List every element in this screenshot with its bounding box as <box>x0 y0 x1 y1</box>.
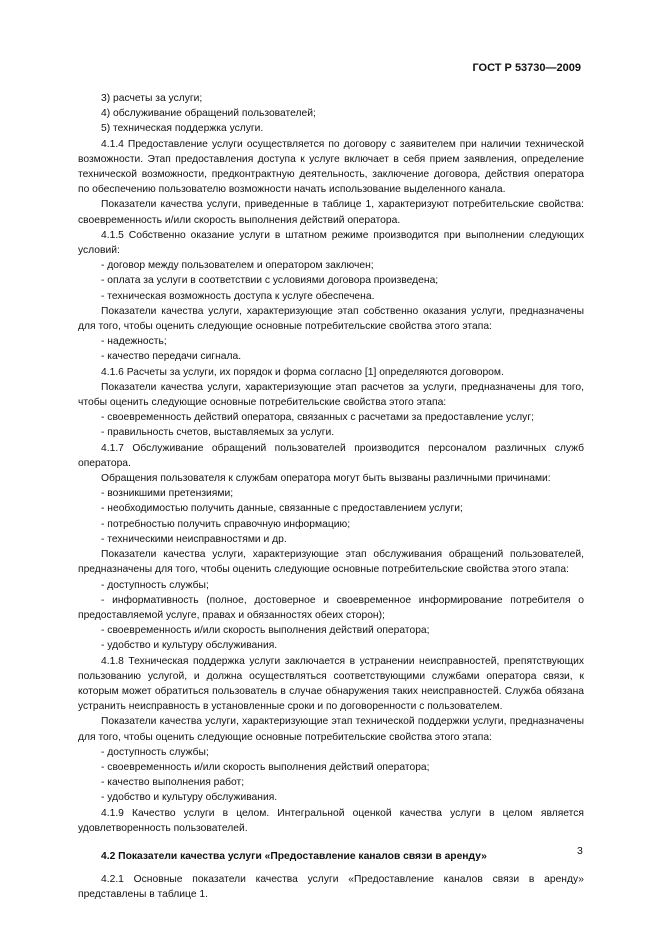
list-item: - удобство и культуру обслуживания. <box>101 640 278 652</box>
paragraph: 4.1.5 Собственно оказание услуги в штатном режиме производится при выполнении следующих условий: <box>78 229 584 257</box>
list-item: - оплата за услуги в соответствии с условиями договора произведена; <box>101 275 439 287</box>
page-body <box>78 91 584 903</box>
list-item: - правильность счетов, выставляемых за услуги. <box>101 427 335 439</box>
list-item: - доступность службы; <box>101 579 209 591</box>
paragraph: Обращения пользователя к службам оператора могут быть вызваны различными причинами: <box>101 473 551 485</box>
list-item: 5) техническая поддержка услуги. <box>101 123 264 135</box>
section-heading: 4.2 Показатели качества услуги «Предоставление каналов связи в аренду» <box>101 850 487 862</box>
paragraph: 4.1.9 Качество услуги в целом. Интегральной оценкой качества услуги в целом является удовлетворенность пользователей. <box>78 807 584 834</box>
document-header: ГОСТ Р 53730—2009 <box>472 62 581 74</box>
paragraph: Показатели качества услуги, характеризующие этап обслуживания обращений пользователей, предназначены для того, чтобы оценить следующие основные потребительские свойства этого этапа: <box>78 549 584 576</box>
list-item: - техническими неисправностями и др. <box>101 533 287 545</box>
list-item: 4) обслуживание обращений пользователей; <box>101 108 316 120</box>
list-item: - своевременность действий оператора, связанных с расчетами за предоставление услуг; <box>101 412 534 424</box>
list-item: 3) расчеты за услуги; <box>101 93 203 104</box>
paragraph: Показатели качества услуги, характеризующие этап расчетов за услуги, предназначены для того, чтобы оценить следующие основные потребительские свойства этого этапа: <box>78 381 584 409</box>
list-item: - техническая возможность доступа к услуге обеспечена. <box>101 290 375 302</box>
list-item: - своевременность и/или скорость выполнения действий оператора; <box>101 625 430 637</box>
paragraph: 4.2.1 Основные показатели качества услуги «Предоставление каналов связи в аренду» представлены в таблице 1. <box>78 874 584 901</box>
list-item: - потребностью получить справочную информацию; <box>101 518 351 530</box>
list-item: - надежность; <box>101 336 167 348</box>
paragraph: 4.1.4 Предоставление услуги осуществляется по договору с заявителем при наличии технической возможности. Этап предоставления доступа к услуге включает в себя прием заявления, определение технической возможности, предконтрактную деятельность, заключение договора, действия оператора по обеспечению пользователю возможности начать использование выделенного канала. <box>78 138 584 196</box>
list-item: - необходимостью получить данные, связанные с предоставлением услуги; <box>101 503 463 515</box>
list-item: - качество передачи сигнала. <box>101 351 242 363</box>
paragraph: 4.1.8 Техническая поддержка услуги заключается в устранении неисправностей, препятствующих пользованию услугой, и должна осуществляться соответствующими службами оператора связи, к которым может обратиться пользователь в случае обнаружения таких неисправностей. Служба обязана устранить неисправность в установленные сроки и по договоренности с пользователем. <box>78 655 584 713</box>
list-item: - доступность службы; <box>101 746 209 758</box>
paragraph: Показатели качества услуги, характеризующие этап технической поддержки услуги, предназначены для того, чтобы оценить следующие основные потребительские свойства этого этапа: <box>78 716 584 743</box>
paragraph: 4.1.7 Обслуживание обращений пользователей производится персоналом различных служб оператора. <box>78 442 584 469</box>
page-number: 3 <box>577 845 583 857</box>
paragraph: Показатели качества услуги, характеризующие этап собственно оказания услуги, предназначены для того, чтобы оценить следующие основные потребительские свойства этого этапа: <box>78 305 584 333</box>
list-item: - удобство и культуру обслуживания. <box>101 792 278 804</box>
list-item: - договор между пользователем и оператором заключен; <box>101 260 374 272</box>
paragraph: - информативность (полное, достоверное и своевременное информирование потребителя о предоставляемой услуге, правах и обязанностях обеих сторон); <box>78 594 584 621</box>
paragraph: 4.1.6 Расчеты за услуги, их порядок и форма согласно [1] определяются договором. <box>101 366 504 378</box>
paragraph: Показатели качества услуги, приведенные в таблице 1, характеризуют потребительские свойства: своевременность и/или скорость выполнения действий оператора. <box>78 199 584 226</box>
list-item: - возникшими претензиями; <box>101 488 234 500</box>
list-item: - своевременность и/или скорость выполнения действий оператора; <box>101 761 430 773</box>
list-item: - качество выполнения работ; <box>101 777 245 789</box>
